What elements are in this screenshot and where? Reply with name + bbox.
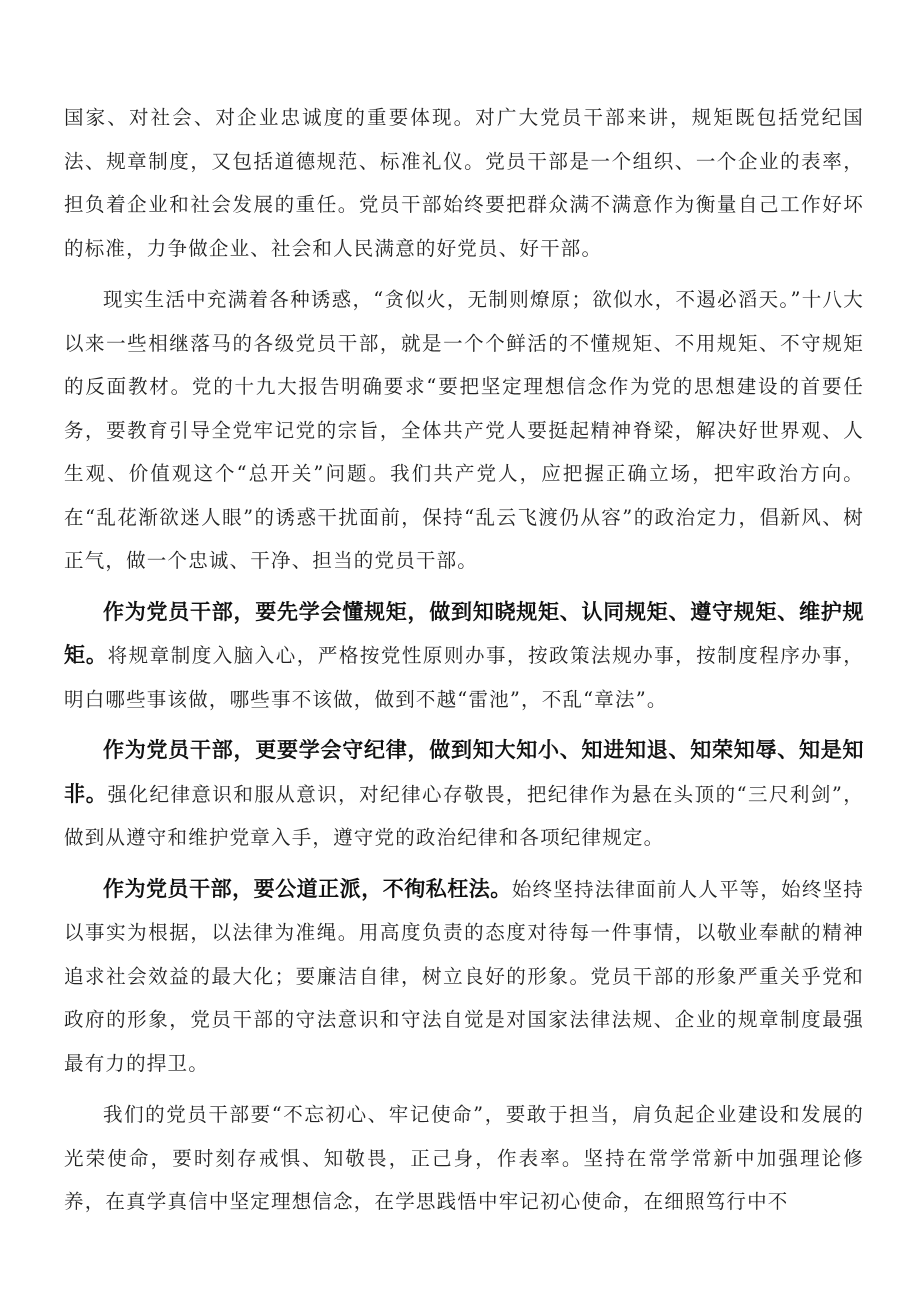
paragraph-text: 现实生活中充满着各种诱惑，“贪似火，无制则燎原；欲似水，不遏必滔天。”十八大以来一些相继落马的各级党员干部，就是一个个鲜活的不懂规矩、不用规矩、不守规矩的反面教材。党的十九大报告明确要求“要把坚定理想信念作为党的思想建设的首要任务，要教育引导全党牢记党的宗旨，全体共产党人要挺起精神脊梁，解决好世界观、人生观、价值观这个“总开关”问题。我们共产党人，应把握正确立场，把牢政治方向。在“乱花渐欲迷人眼”的诱惑干扰面前，保持“乱云飞渡仍从容”的政治定力，倡新风、树正气，做一个忠诚、干净、担当的党员干部。	[64, 288, 864, 572]
paragraph-mission	[64, 1093, 864, 1224]
paragraph-text: 始终坚持法律面前人人平等，始终坚持以事实为根据，以法律为准绳。用高度负责的态度对待每一件事情，以敬业奉献的精神追求社会效益的最大化；要廉洁自律，树立良好的形象。党员干部的形象严重关乎党和政府的形象，党员干部的守法意识和守法自觉是对国家法律法规、企业的规章制度最强最有力的捍卫。	[64, 877, 864, 1075]
paragraph-lead-heading: 作为党员干部，更要学会守纪律，做到知大知小、知进知退、知荣知辱、知是知非。	[64, 738, 864, 806]
paragraph-integrity	[64, 868, 864, 1086]
paragraph-text: 强化纪律意识和服从意识，对纪律心存敬畏，把纪律作为悬在头顶的“三尺利剑”，做到从遵守和维护党章入手，遵守党的政治纪律和各项纪律规定。	[64, 782, 865, 849]
paragraph-lead-heading: 作为党员干部，要公道正派，不徇私枉法。	[103, 876, 512, 901]
paragraph-text: 将规章制度入脑入心，严格按党性原则办事，按政策法规办事，按制度程序办事，明白哪些事该做，哪些事不该做，做到不越“雷池”，不乱“章法”。	[64, 644, 865, 711]
paragraph-text: 我们的党员干部要“不忘初心、牢记使命”，要敢于担当，肩负起企业建设和发展的光荣使命，要时刻存戒惧、知敬畏，正己身，作表率。坚持在常学常新中加强理论修养，在真学真信中坚定理想信念，在学思践悟中牢记初心使命，在细照笃行中不	[64, 1103, 864, 1213]
paragraph-lead-heading: 作为党员干部，要先学会懂规矩，做到知晓规矩、认同规矩、遵守规矩、维护规矩。	[64, 599, 864, 667]
paragraph-discipline	[64, 729, 864, 860]
document-body	[64, 96, 864, 1232]
paragraph-rules	[64, 591, 864, 722]
paragraph-temptation	[64, 278, 864, 583]
paragraph-text: 国家、对社会、对企业忠诚度的重要体现。对广大党员干部来讲，规矩既包括党纪国法、规章制度，又包括道德规范、标准礼仪。党员干部是一个组织、一个企业的表率，担负着企业和社会发展的重任。党员干部始终要把群众满不满意作为衡量自己工作好坏的标准，力争做企业、社会和人民满意的好党员、好干部。	[64, 106, 864, 260]
paragraph-continuation	[64, 96, 864, 270]
